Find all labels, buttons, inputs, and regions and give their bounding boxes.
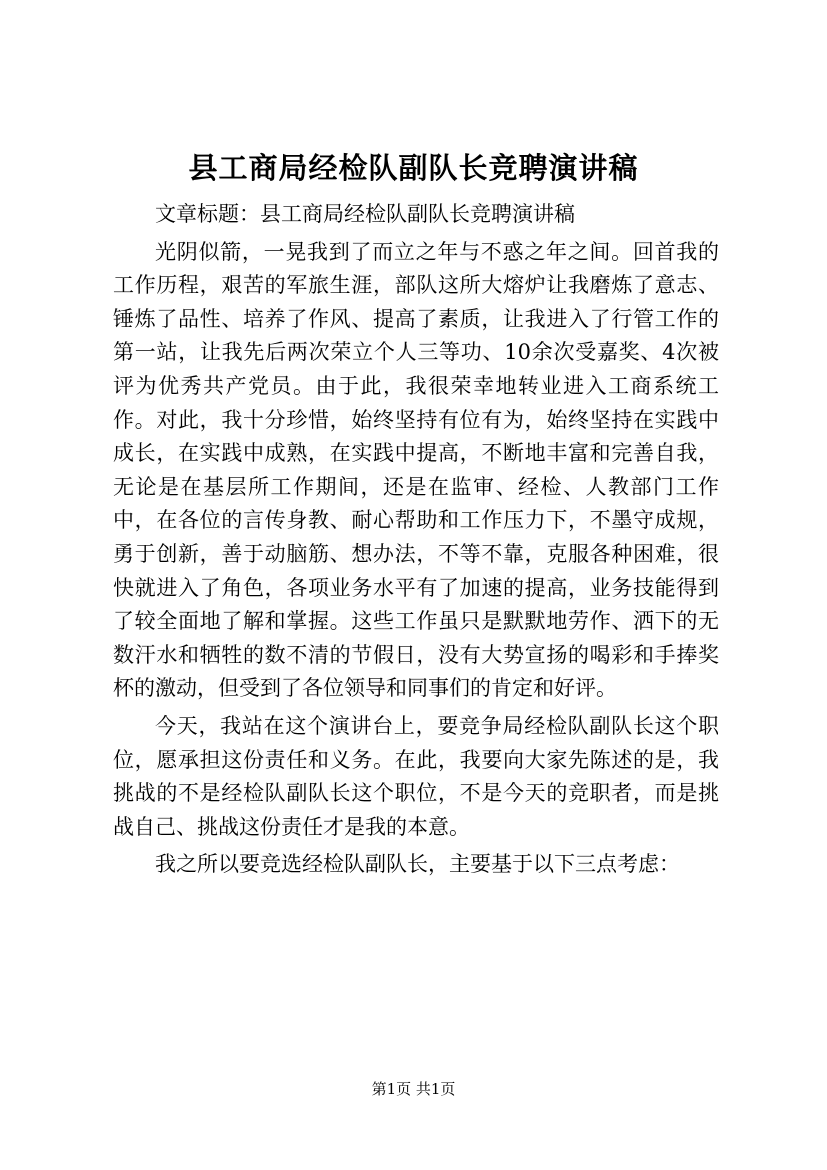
document-title: 县工商局经检队副队长竞聘演讲稿 — [188, 151, 639, 185]
paragraph-2: 今天，我站在这个演讲台上，要竞争局经检队副队长这个职位，愿承担这份责任和义务。在此，我要向大家先陈述的是，我挑战的不是经检队副队长这个职位，不是今天的竞职者，而是挑战自己、挑战这份责任才是我的本意。 — [113, 713, 719, 839]
page-number-footer: 第1页 共1页 — [371, 1080, 456, 1098]
paragraph-3: 我之所以要竞选经检队副队长，主要基于以下三点考虑： — [155, 852, 680, 877]
article-title-line: 文章标题：县工商局经检队副队长竞聘演讲稿 — [155, 202, 575, 226]
paragraph-1: 光阴似箭，一晃我到了而立之年与不惑之年之间。回首我的工作历程，艰苦的军旅生涯，部队这所大熔炉让我磨炼了意志、锤炼了品性、培养了作风、提高了素质，让我进入了行管工作的第一站，让我先后两次荣立个人三等功、10余次受嘉奖、4次被评为优秀共产党员。由于此，我很荣幸地转业进入工商系统工作。对此，我十分珍惜，始终坚持有位有为，始终坚持在实践中成长，在实践中成熟，在实践中提高，不断地丰富和完善自我，无论是在基层所工作期间，还是在监审、经检、人教部门工作中，在各位的言传身教、耐心帮助和工作压力下，不墨守成规，勇于创新，善于动脑筋、想办法，不等不靠，克服各种困难，很快就进入了角色，各项业务水平有了加速的提高，业务技能得到了较全面地了解和掌握。这些工作虽只是默默地劳作、洒下的无数汗水和牺牲的数不清的节假日，没有大势宣扬的喝彩和手捧奖杯的激动，但受到了各位领导和同事们的肯定和好评。 — [113, 239, 719, 701]
document-body — [113, 198, 719, 882]
